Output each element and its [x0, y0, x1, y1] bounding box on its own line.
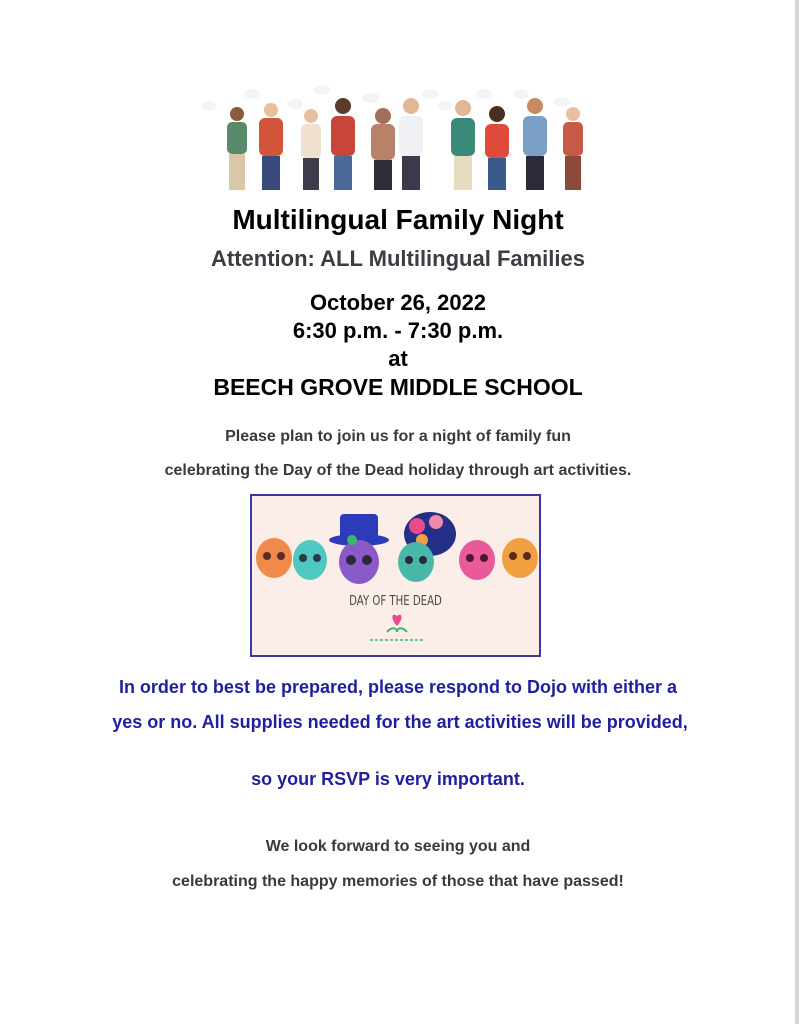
event-title: Multilingual Family Night [232, 204, 564, 235]
skull-6 [502, 538, 538, 578]
person-2 [259, 103, 283, 190]
invite-line-2: celebrating the Day of the Dead holiday through art activities. [164, 462, 632, 479]
closing-line-2: celebrating the happy memories of those that have passed! [172, 873, 624, 890]
skull-5 [459, 540, 495, 580]
skull-4-flowers [398, 512, 456, 582]
person-3 [301, 109, 321, 190]
rsvp-line-1: In order to best be prepared, please respond to Dojo with either a [118, 677, 678, 697]
closing-line-1: We look forward to seeing you and [265, 838, 531, 855]
sugar-skulls-illustration [252, 496, 541, 657]
invite-line-1: Please plan to join us for a night of family fun [225, 428, 571, 445]
rsvp-line-3: so your RSVP is very important. [251, 769, 525, 789]
speech-bubbles [201, 85, 570, 111]
event-time: 6:30 p.m. - 7:30 p.m. [292, 318, 504, 343]
person-6 [399, 98, 423, 190]
event-date: October 26, 2022 [309, 290, 487, 315]
person-7 [451, 100, 475, 190]
person-8 [485, 106, 509, 190]
person-1 [227, 107, 247, 190]
people-illustration [195, 76, 600, 192]
rsvp-line-2: yes or no. All supplies needed for the art activities will be provided, [112, 712, 688, 732]
skull-2 [293, 540, 327, 580]
image-caption: DAY OF THE DEAD [349, 594, 442, 609]
day-of-the-dead-image [250, 494, 541, 657]
skull-3-hat [329, 514, 389, 584]
event-location: BEECH GROVE MIDDLE SCHOOL [213, 374, 583, 400]
person-5 [371, 108, 395, 190]
attention-line: Attention: ALL Multilingual Families [211, 246, 585, 271]
person-4 [331, 98, 355, 190]
at-word: at [388, 346, 408, 371]
floral-ornament-icon [370, 615, 424, 640]
person-9 [523, 98, 547, 190]
skull-1 [256, 538, 292, 578]
page-edge [795, 0, 799, 1024]
person-10 [563, 107, 583, 190]
